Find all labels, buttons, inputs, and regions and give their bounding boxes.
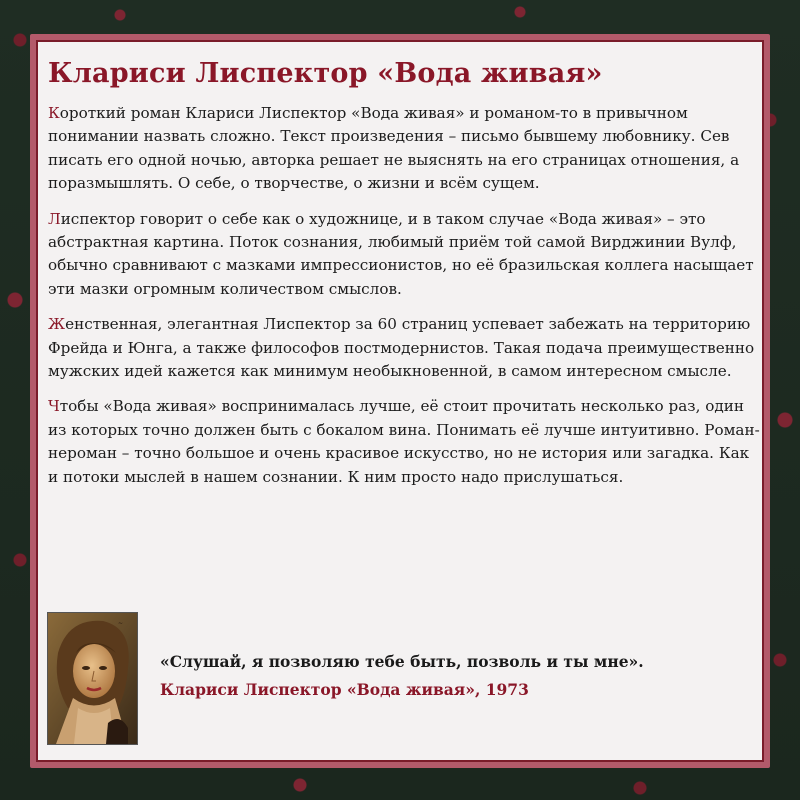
paragraph-text: енственная, элегантная Лиспектор за 60 страниц успевает забежать на территорию Фрейда и Юнга, а также философов постмодернистов. Такая подача преимущественно мужских идей кажется как минимум необыкновенной, в самом интересном смысле. [48,315,755,381]
paragraph-text: ороткий роман Клариси Лиспектор «Вода живая» и романом-то в привычном понимании назвать сложно. Текст произведения – письмо бывшему любовнику. Сев писать его одной ночью, авторка решает не выяснять на его страницах отношения, а поразмышлять. О себе, о творчестве, о жизни и всём сущем. [48,104,740,193]
quote-source: Клариси Лиспектор «Вода живая», 1973 [160,680,529,699]
drop-initial: Л [48,209,61,228]
article-body [48,102,760,501]
drop-initial: Ч [48,397,60,416]
drop-initial: Ж [48,315,66,334]
page-title: Клариси Лиспектор «Вода живая» [48,58,603,89]
drop-initial: К [48,104,60,122]
paragraph [48,102,760,196]
portrait-painting [48,613,137,744]
author-portrait [47,612,138,745]
paragraph [48,313,760,383]
paragraph-text: испектор говорит о себе как о художнице, и в таком случае «Вода живая» – это абстрактная картина. Поток сознания, любимый приём той самой Вирджинии Вулф, обычно сравнивают с мазками импрессионистов, но её бразильская коллега насыщает эти мазки огромным количеством смыслов. [48,209,754,298]
painting-signature: ~ [118,620,124,627]
paragraph-text: тобы «Вода живая» воспринималась лучше, её стоит прочитать несколько раз, один из которых точно должен быть с бокалом вина. Понимать её лучше интуитивно. Роман-нероман – точно большое и очень красивое искусство, но не история или загадка. Как и потоки мыслей в нашем сознании. К ним просто надо прислушаться. [48,397,760,486]
quote-text: «Слушай, я позволяю тебе быть, позволь и ты мне». [160,652,644,671]
paragraph [48,208,760,302]
paragraph [48,395,760,489]
